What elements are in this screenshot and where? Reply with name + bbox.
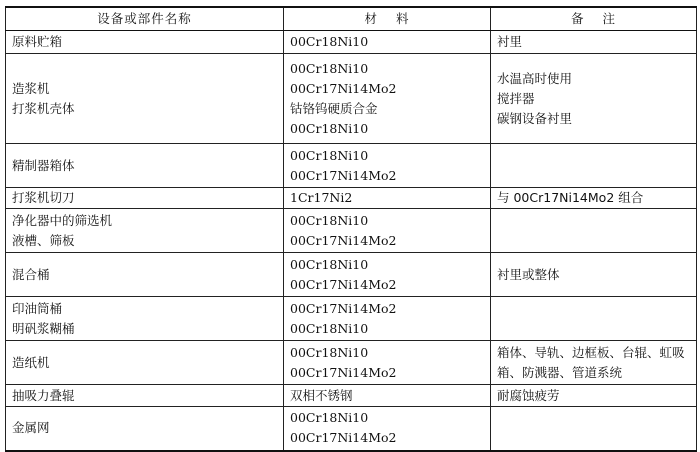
cell-material bbox=[284, 297, 491, 341]
cell-name-line: 造纸机 bbox=[12, 354, 50, 370]
cell-name bbox=[6, 407, 284, 451]
header-note-label-b: 注 bbox=[602, 11, 617, 26]
cell-material-line: 00Cr17Ni14Mo2 bbox=[290, 80, 397, 96]
cell-name-line: 打浆机切刀 bbox=[12, 190, 75, 205]
table-row bbox=[6, 253, 697, 297]
table-header-row bbox=[6, 7, 697, 31]
header-name-label: 设备或部件名称 bbox=[97, 11, 192, 26]
cell-note-line: 箱、防溅器、管道系统 bbox=[497, 364, 623, 380]
cell-name bbox=[6, 31, 284, 54]
header-note bbox=[491, 7, 697, 31]
header-material-label-a: 材 bbox=[364, 11, 378, 26]
cell-name-line: 精制器箱体 bbox=[12, 157, 75, 173]
cell-material-line: 1Cr17Ni2 bbox=[290, 190, 353, 205]
cell-name bbox=[6, 297, 284, 341]
table-row bbox=[6, 407, 697, 451]
cell-note bbox=[491, 31, 697, 54]
cell-material-line: 00Cr17Ni14Mo2 bbox=[290, 430, 397, 446]
cell-note bbox=[491, 407, 697, 451]
cell-material-line: 00Cr18Ni10 bbox=[290, 344, 369, 360]
cell-material bbox=[284, 341, 491, 385]
cell-name bbox=[6, 253, 284, 297]
cell-name bbox=[6, 385, 284, 407]
table-row bbox=[6, 188, 697, 209]
table-row bbox=[6, 385, 697, 407]
cell-material bbox=[284, 407, 491, 451]
cell-note-line: 碳钢设备衬里 bbox=[497, 110, 573, 126]
cell-material-line: 00Cr17Ni14Mo2 bbox=[290, 167, 397, 183]
table-row bbox=[6, 209, 697, 253]
cell-material-line: 00Cr18Ni10 bbox=[290, 320, 369, 336]
table-row bbox=[6, 54, 697, 144]
cell-note-line: 耐腐蚀疲劳 bbox=[497, 387, 560, 403]
cell-note bbox=[491, 297, 697, 341]
cell-note-line: 水温高时使用 bbox=[497, 70, 573, 86]
cell-material bbox=[284, 385, 491, 407]
table-row bbox=[6, 31, 697, 54]
cell-material-line: 00Cr18Ni10 bbox=[290, 60, 369, 76]
cell-note bbox=[491, 253, 697, 297]
cell-name-line: 金属网 bbox=[12, 420, 50, 436]
cell-material-line: 双相不锈钢 bbox=[290, 387, 353, 403]
cell-name bbox=[6, 144, 284, 188]
cell-note-line: 衬里或整体 bbox=[497, 266, 560, 282]
cell-note bbox=[491, 54, 697, 144]
cell-name-line: 液槽、筛板 bbox=[12, 232, 75, 248]
cell-name bbox=[6, 341, 284, 385]
cell-material bbox=[284, 54, 491, 144]
cell-material-line: 00Cr18Ni10 bbox=[290, 34, 369, 49]
table-row bbox=[6, 144, 697, 188]
cell-material bbox=[284, 144, 491, 188]
cell-name-line: 打浆机壳体 bbox=[12, 100, 75, 116]
materials-table bbox=[5, 6, 697, 452]
cell-material bbox=[284, 31, 491, 54]
cell-note bbox=[491, 188, 697, 209]
cell-material bbox=[284, 209, 491, 253]
cell-name-line: 原料贮箱 bbox=[12, 34, 63, 49]
cell-note bbox=[491, 341, 697, 385]
cell-name bbox=[6, 209, 284, 253]
header-material-label-b: 料 bbox=[396, 11, 410, 26]
cell-material-line: 00Cr17Ni14Mo2 bbox=[290, 276, 397, 292]
cell-name bbox=[6, 188, 284, 209]
cell-note-line: 衬里 bbox=[497, 34, 523, 49]
header-name bbox=[6, 7, 284, 31]
cell-note bbox=[491, 385, 697, 407]
cell-name-line: 净化器中的筛选机 bbox=[12, 212, 113, 228]
cell-note-line: 与 00Cr17Ni14Mo2 组合 bbox=[497, 190, 644, 205]
cell-material-line: 00Cr18Ni10 bbox=[290, 120, 369, 136]
cell-material bbox=[284, 253, 491, 297]
cell-material-line: 00Cr18Ni10 bbox=[290, 147, 369, 163]
materials-table-container bbox=[5, 6, 696, 452]
table-body bbox=[6, 31, 697, 451]
cell-name-line: 明矾浆糊桶 bbox=[12, 320, 75, 336]
table-row bbox=[6, 341, 697, 385]
cell-name-line: 混合桶 bbox=[12, 266, 50, 282]
cell-material-line: 00Cr17Ni14Mo2 bbox=[290, 232, 397, 248]
table-row bbox=[6, 297, 697, 341]
header-note-label-a: 备 bbox=[570, 11, 585, 26]
header-material bbox=[284, 7, 491, 31]
cell-material-line: 00Cr18Ni10 bbox=[290, 410, 369, 426]
cell-note-line: 搅拌器 bbox=[497, 90, 535, 106]
cell-name bbox=[6, 54, 284, 144]
cell-note bbox=[491, 144, 697, 188]
cell-name-line: 造浆机 bbox=[12, 80, 50, 96]
cell-note bbox=[491, 209, 697, 253]
cell-material-line: 00Cr17Ni14Mo2 bbox=[290, 300, 397, 316]
cell-material bbox=[284, 188, 491, 209]
cell-note-line: 箱体、导轨、边框板、台辊、虹吸 bbox=[497, 344, 685, 360]
cell-material-line: 00Cr18Ni10 bbox=[290, 212, 369, 228]
cell-name-line: 抽吸力叠辊 bbox=[12, 387, 75, 403]
cell-name-line: 印油筒桶 bbox=[12, 300, 63, 316]
cell-material-line: 00Cr18Ni10 bbox=[290, 256, 369, 272]
cell-material-line: 钴铬钨硬质合金 bbox=[290, 100, 378, 116]
cell-material-line: 00Cr17Ni14Mo2 bbox=[290, 364, 397, 380]
